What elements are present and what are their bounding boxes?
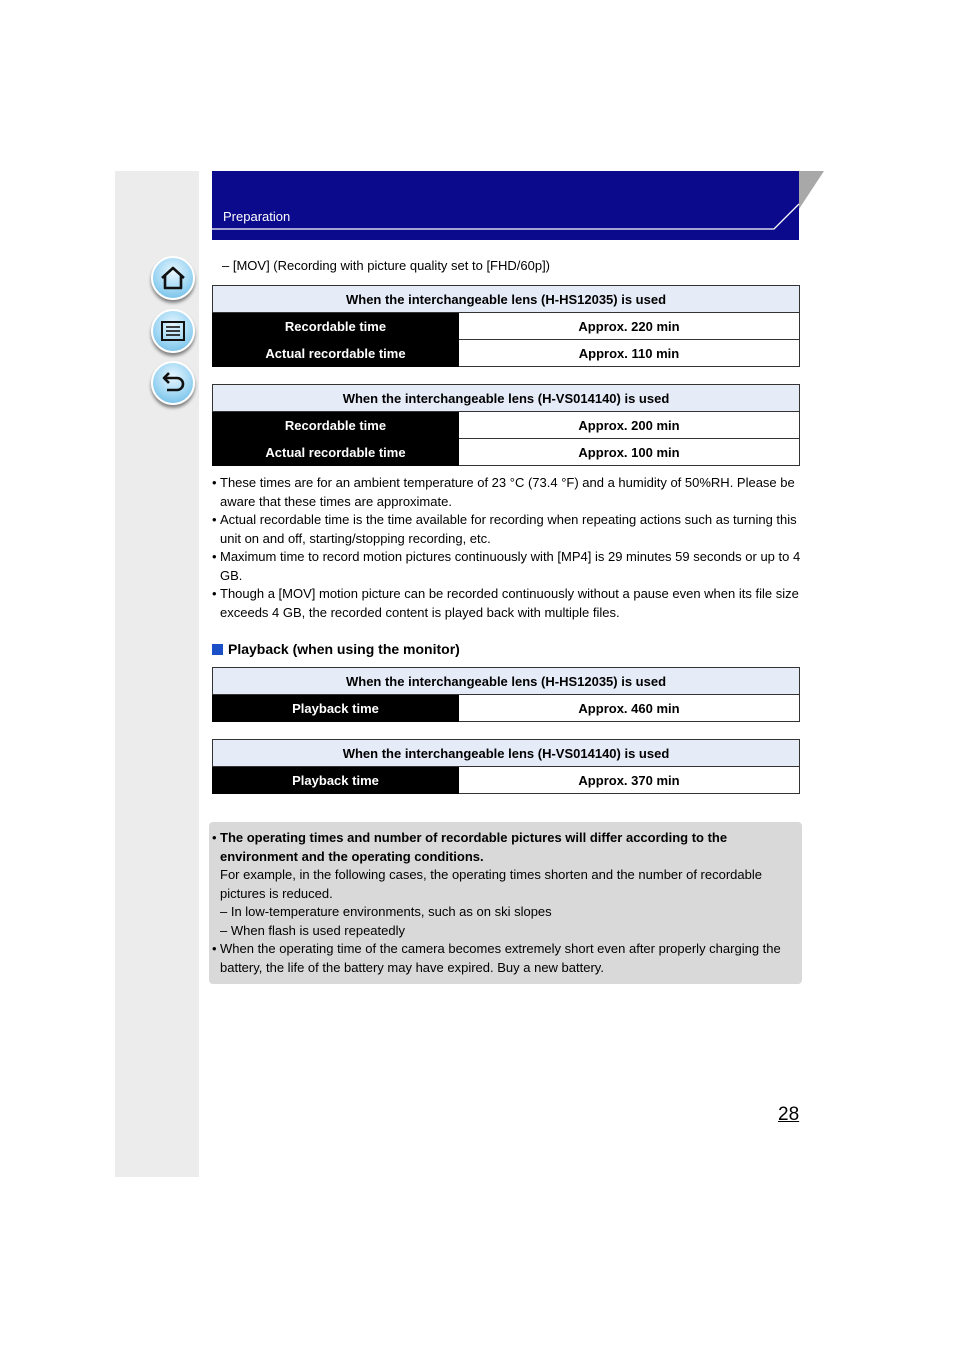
playback-table-vs014140 [212,739,800,794]
home-button[interactable] [151,256,195,300]
home-icon [159,264,187,292]
caution-detail-text: For example, in the following cases, the operating times shorten and the number of recordable pictures is reduced. [220,867,762,901]
row-label: Playback time [213,695,459,722]
table-row [213,695,800,722]
row-label: Actual recordable time [213,340,459,367]
table-caption: When the interchangeable lens (H-HS12035) is used [213,668,800,695]
table-row [213,412,800,439]
section-header [212,171,824,240]
caution-bold-text: The operating times and number of recordable pictures will differ according to the environment and the operating conditions. [220,830,728,864]
table-row [213,439,800,466]
list-item: • Maximum time to record motion pictures continuously with [MP4] is 29 minutes 59 seconds or up to 4 GB. [212,548,802,585]
list-item: • When the operating time of the camera becomes extremely short even after properly charging the battery, the life of the battery may have expired. Buy a new battery. [212,940,796,977]
recording-table-hs12035 [212,285,800,367]
list-item: • Though a [MOV] motion picture can be recorded continuously without a pause even when its file size exceeds 4 GB, the recorded content is played back with multiple files. [212,585,802,622]
section-title: Preparation [223,209,291,224]
table-caption: When the interchangeable lens (H-VS014140) is used [213,385,800,412]
playback-table-hs12035 [212,667,800,722]
menu-button[interactable] [151,309,195,353]
row-value: Approx. 110 min [459,340,800,367]
table-row [213,340,800,367]
table-caption: When the interchangeable lens (H-VS014140) is used [213,740,800,767]
page-number[interactable]: 28 [778,1104,800,1125]
back-button[interactable] [151,361,195,405]
header-banner-graphic [212,171,824,240]
list-item [212,829,796,940]
playback-heading [212,641,460,657]
list-item: • Actual recordable time is the time available for recording when repeating actions such as turning this unit on and off, starting/stopping recording, etc. [212,511,802,548]
square-bullet-icon [212,644,223,655]
row-label: Actual recordable time [213,439,459,466]
table-row [213,767,800,794]
row-value: Approx. 370 min [459,767,800,794]
row-label: Recordable time [213,412,459,439]
caution-sub-item: – When flash is used repeatedly [220,922,405,938]
mov-quality-note: – [MOV] (Recording with picture quality set to [FHD/60p]) [222,258,551,273]
recording-table-vs014140 [212,384,800,466]
caution-box [209,822,802,984]
menu-list-icon [159,317,187,345]
row-value: Approx. 220 min [459,313,800,340]
row-label: Playback time [213,767,459,794]
row-value: Approx. 200 min [459,412,800,439]
back-icon [159,369,187,397]
playback-heading-text: Playback (when using the monitor) [228,641,460,657]
caution-sub-item: – In low-temperature environments, such as on ski slopes [220,904,552,919]
table-caption: When the interchangeable lens (H-HS12035) is used [213,286,800,313]
table-row [213,313,800,340]
row-label: Recordable time [213,313,459,340]
row-value: Approx. 460 min [459,695,800,722]
notes-list [212,474,802,622]
list-item: • These times are for an ambient temperature of 23 °C (73.4 °F) and a humidity of 50%RH. Please be aware that these times are approximate. [212,474,802,511]
row-value: Approx. 100 min [459,439,800,466]
